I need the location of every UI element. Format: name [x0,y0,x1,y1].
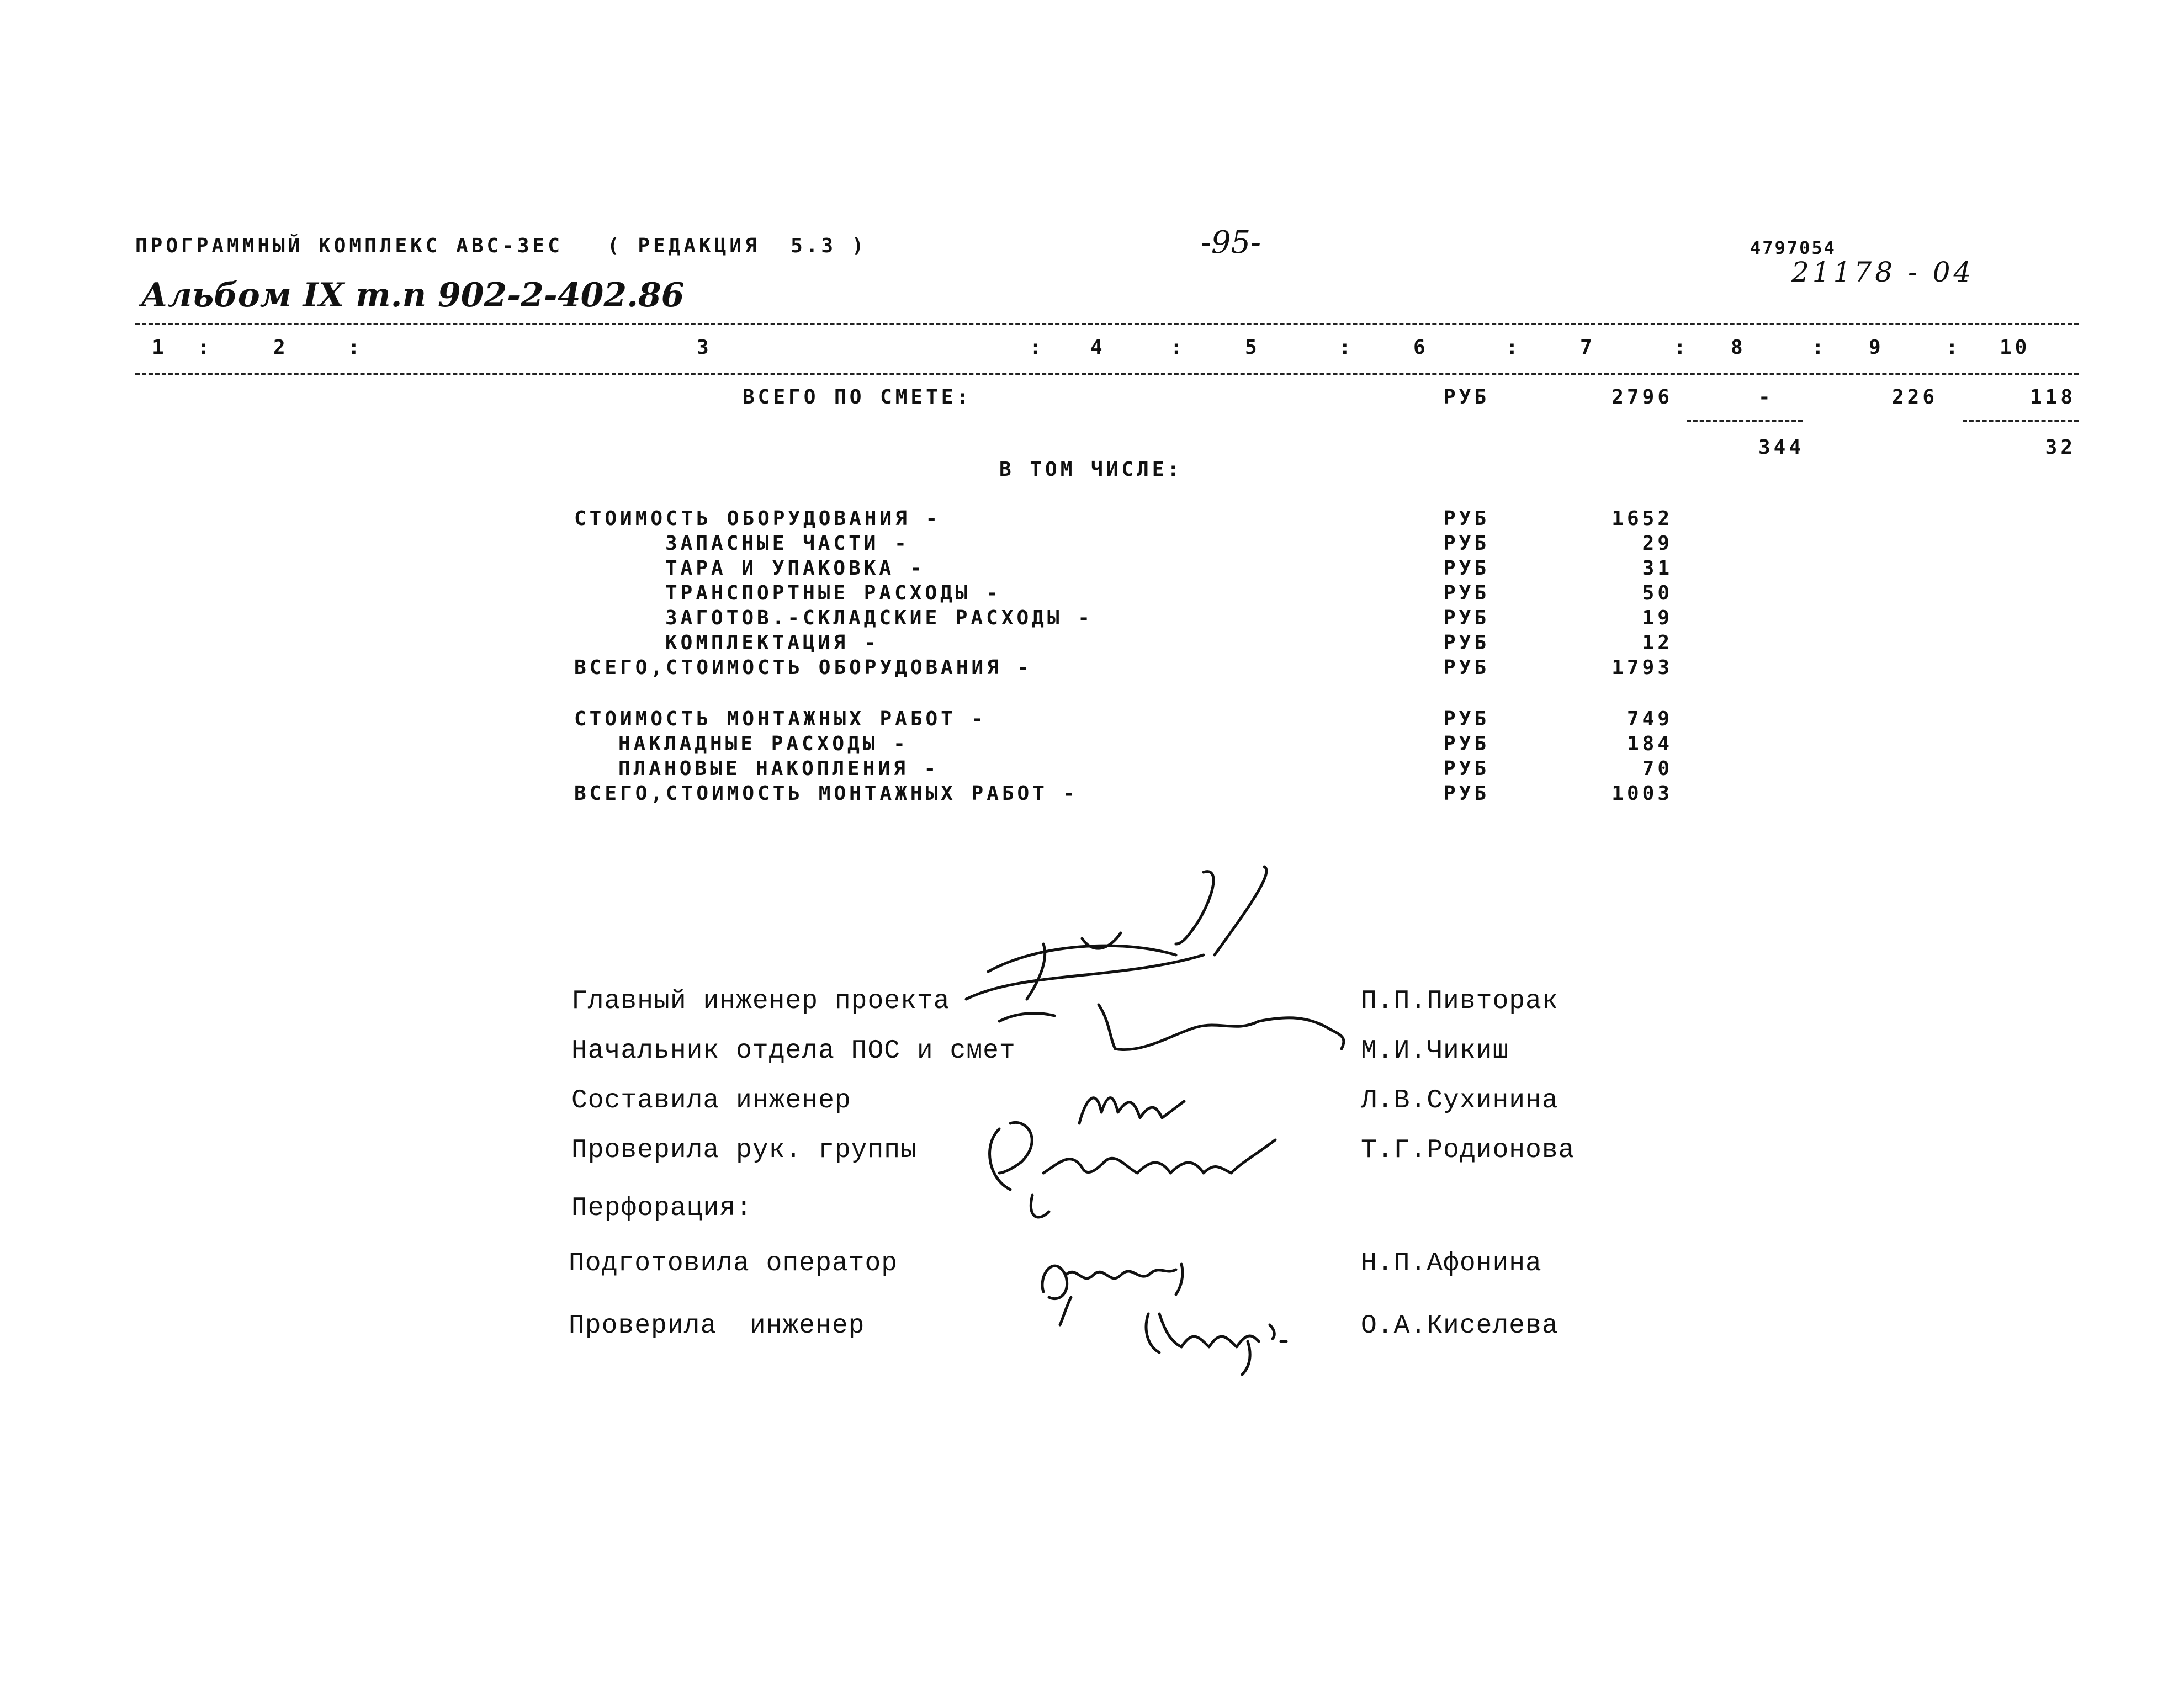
equipment-row-unit: РУБ [1444,532,1490,555]
perforation-role: Подготовила оператор [569,1249,898,1278]
signature-name: М.И.Чикиш [1361,1036,1509,1066]
total-col9: 226 [1891,386,1938,408]
equipment-row-value: 19 [1642,607,1673,629]
col-header-7: 7 [1580,336,1595,359]
header-divider [135,373,2079,375]
equipment-row-unit: РУБ [1444,507,1490,530]
col-header-2: 2 [273,336,289,359]
total-col10-sub: 32 [2045,436,2076,459]
installation-row-value: 70 [1642,757,1673,780]
col-header-8: 8 [1731,336,1746,359]
equipment-row-value: 50 [1642,582,1673,604]
col10-subtotal-divider [1963,420,2079,422]
signature-role: Главный инженер проекта [571,986,950,1016]
equipment-row-label: СТОИМОСТЬ ОБОРУДОВАНИЯ - [574,507,941,530]
equipment-row-value: 31 [1642,557,1673,580]
col-header-6: 6 [1413,336,1429,359]
equipment-row-label: ТРАНСПОРТНЫЕ РАСХОДЫ - [665,582,1001,604]
installation-row-unit: РУБ [1444,782,1490,805]
col-sep: : [1030,336,1045,359]
installation-row-unit: РУБ [1444,708,1490,730]
total-label: ВСЕГО ПО СМЕТЕ: [743,386,972,408]
col-sep: : [1170,336,1186,359]
equipment-row-unit: РУБ [1444,557,1490,580]
col-sep: : [348,336,363,359]
edition-label: ( РЕДАКЦИЯ 5.3 ) [607,235,867,257]
perforation-label: Перфорация: [571,1193,752,1223]
col-header-1: 1 [152,336,167,359]
total-unit: РУБ [1444,386,1490,408]
equipment-row-label: ТАРА И УПАКОВКА - [665,557,925,580]
equipment-total-value: 1793 [1612,656,1673,679]
signature-department-head [999,999,1353,1065]
including-label: В ТОМ ЧИСЛЕ: [999,458,1183,481]
signature-role: Начальник отдела ПОС и смет [571,1036,1016,1066]
signature-role: Составила инженер [571,1086,851,1116]
signature-name: Л.В.Сухинина [1361,1086,1559,1116]
equipment-row-unit: РУБ [1444,582,1490,604]
col-header-9: 9 [1869,336,1884,359]
signature-name: Т.Г.Родионова [1361,1136,1575,1165]
col8-subtotal-divider [1687,420,1803,422]
total-col8-sub: 344 [1758,436,1805,459]
col-sep: : [198,336,213,359]
col-sep: : [1506,336,1522,359]
installation-row-label: ПЛАНОВЫЕ НАКОПЛЕНИЯ - [618,757,940,780]
installation-row-unit: РУБ [1444,733,1490,755]
signature-role: Проверила рук. группы [571,1136,917,1165]
equipment-row-value: 1652 [1612,507,1673,530]
col-header-3: 3 [697,336,712,359]
perforation-name: О.А.Киселева [1361,1311,1559,1341]
equipment-row-label: КОМПЛЕКТАЦИЯ - [665,632,879,654]
total-col10: 118 [2029,386,2076,408]
installation-row-value: 749 [1626,708,1673,730]
col-header-4: 4 [1090,336,1106,359]
col-sep: : [1339,336,1354,359]
equipment-row-unit: РУБ [1444,656,1490,679]
signature-group-lead [977,1118,1292,1228]
equipment-row-unit: РУБ [1444,632,1490,654]
equipment-total-label: ВСЕГО,СТОИМОСТЬ ОБОРУДОВАНИЯ - [574,656,1033,679]
col-sep: : [1674,336,1689,359]
col-sep: : [1946,336,1962,359]
col-header-5: 5 [1245,336,1260,359]
equipment-row-value: 29 [1642,532,1673,555]
document-code: 4797054 [1750,237,1836,258]
col-header-10: 10 [2000,336,2031,359]
equipment-row-label: ЗАПАСНЫЕ ЧАСТИ - [665,532,910,555]
installation-total-label: ВСЕГО,СТОИМОСТЬ МОНТАЖНЫХ РАБОТ - [574,782,1079,805]
perforation-role: Проверила инженер [569,1311,865,1341]
installation-row-label: НАКЛАДНЫЕ РАСХОДЫ - [618,733,909,755]
page-number: -95- [1201,225,1261,261]
total-col8: - [1758,386,1774,408]
installation-row-value: 184 [1626,733,1673,755]
installation-row-unit: РУБ [1444,757,1490,780]
installation-total-value: 1003 [1612,782,1673,805]
equipment-row-value: 12 [1642,632,1673,654]
perforation-name: Н.П.Афонина [1361,1249,1542,1278]
signature-name: П.П.Пивторак [1361,986,1559,1016]
signature-checking-engineer [1137,1297,1292,1375]
top-divider [135,323,2079,325]
equipment-row-label: ЗАГОТОВ.-СКЛАДСКИЕ РАСХОДЫ - [665,607,1093,629]
handwritten-code: 21178 - 04 [1791,256,1975,288]
col-sep: : [1812,336,1827,359]
equipment-row-unit: РУБ [1444,607,1490,629]
total-col7: 2796 [1612,386,1673,408]
program-title: ПРОГРАММНЫЙ КОМПЛЕКС АВС-3ЕС [135,235,563,257]
album-reference: Альбом IX т.п 902-2-402.86 [141,276,685,315]
installation-row-label: СТОИМОСТЬ МОНТАЖНЫХ РАБОТ - [574,708,987,730]
